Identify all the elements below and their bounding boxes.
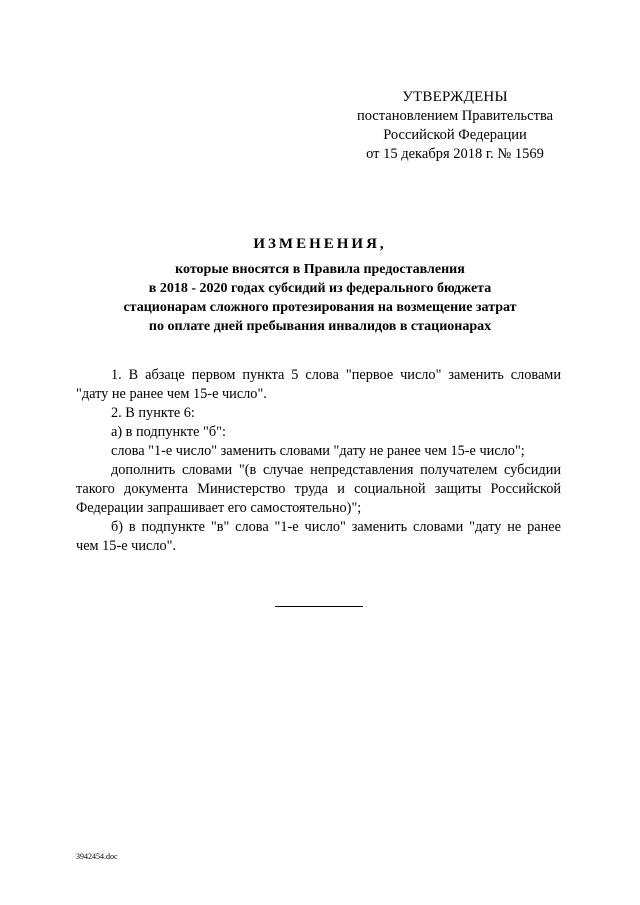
paragraph-item-1: 1. В абзаце первом пункта 5 слова "первое число" заменить словами "дату не ранее чем 15-е число".	[76, 367, 561, 402]
approval-block	[330, 88, 580, 164]
approved-label: УТВЕРЖДЕНЫ	[402, 89, 508, 105]
paragraph-supplement-words: дополнить словами "(в случае непредставления получателем субсидии такого документа Министерство труда и социальной защиты Российской Федерации запрашивает его самостоятельно)";	[76, 462, 561, 516]
end-divider	[275, 606, 363, 607]
paragraph-replace-words: слова "1-е число" заменить словами "дату не ранее чем 15-е число";	[111, 443, 525, 459]
approval-line-government: постановлением Правительства	[356, 108, 554, 124]
approval-line-date-number: от 15 декабря 2018 г. № 1569	[366, 146, 544, 162]
document-subtitle	[60, 260, 580, 336]
subtitle-line: которые вносятся в Правила предоставления	[175, 262, 465, 277]
document-title: ИЗМЕНЕНИЯ,	[253, 236, 387, 252]
subtitle-line: стационарам сложного протезирования на возмещение затрат	[123, 300, 517, 315]
paragraph-subitem-b: а) в подпункте "б":	[111, 424, 226, 440]
document-code: 3942454.doc	[76, 852, 118, 861]
subtitle-line: в 2018 - 2020 годах субсидий из федерального бюджета	[148, 281, 492, 296]
paragraph-subitem-v: б) в подпункте "в" слова "1-е число" заменить словами "дату не ранее чем 15-е число".	[76, 519, 561, 554]
paragraph-item-2: 2. В пункте 6:	[111, 405, 195, 421]
document-body	[76, 366, 561, 556]
approval-line-federation: Российской Федерации	[383, 127, 527, 143]
subtitle-line: по оплате дней пребывания инвалидов в стационарах	[148, 319, 492, 334]
